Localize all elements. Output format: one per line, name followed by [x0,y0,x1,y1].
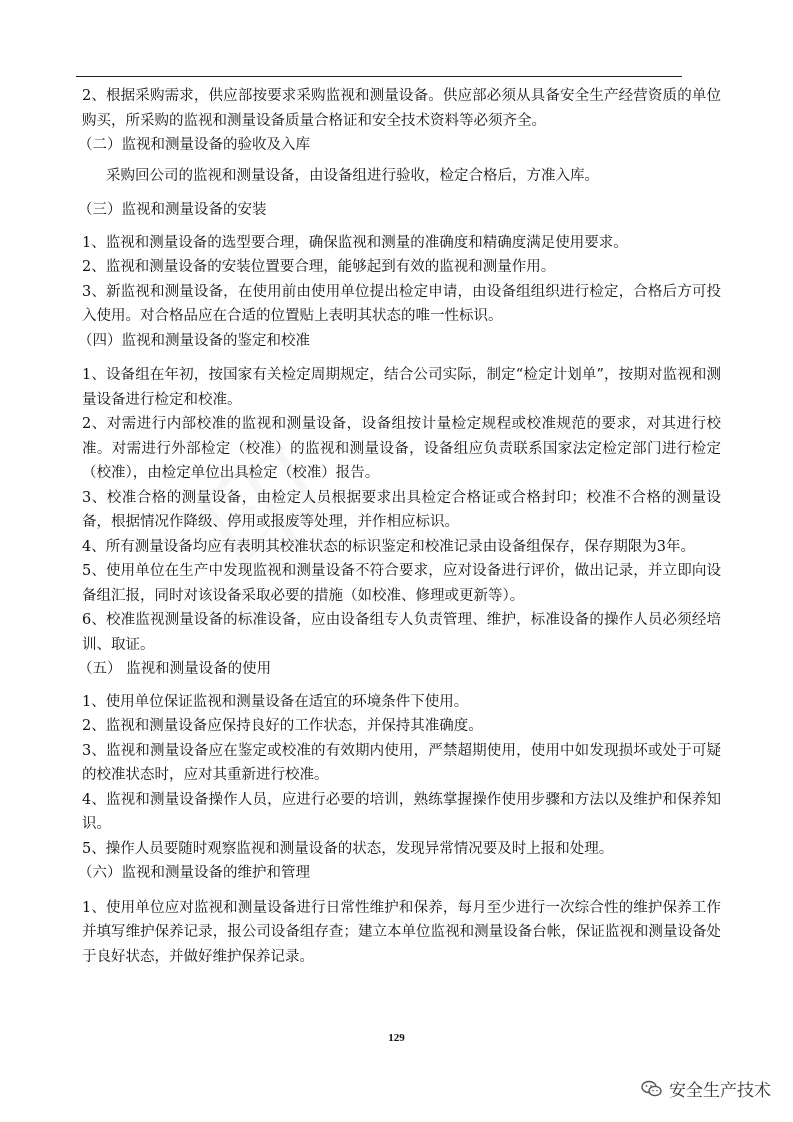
paragraph: 3、新监视和测量设备，在使用前由使用单位提出检定申请，由设备组组织进行检定，合格后方可投入使用。对合格品应在合适的位置贴上表明其状态的唯一性标识。 [82,283,721,324]
brand-watermark [641,1076,771,1101]
section-heading: （五） 监视和测量设备的使用 [78,661,272,677]
paragraph: 2、根据采购需求，供应部按要求采购监视和测量设备。供应部必须从具备安全生产经营资质的单位购买，所采购的监视和测量设备质量合格证和安全技术资料等必须齐全。 [82,88,721,129]
paragraph: 1、使用单位应对监视和测量设备进行日常性维护和保养，每月至少进行一次综合性的维护保养工作并填写维护保养记录，报公司设备组存查；建立本单位监视和测量设备台帐，保证监视和测量设备处于良好状态，并做好维护保养记录。 [82,899,721,965]
paragraph: 1、使用单位保证监视和测量设备在适宜的环境条件下使用。 [82,693,469,710]
paragraph: 2、监视和测量设备的安装位置要合理，能够起到有效的监视和测量作用。 [82,259,556,275]
paragraph: 3、监视和测量设备应在鉴定或校准的有效期内使用，严禁超期使用，使用中如发现损坏或处于可疑的校准状态时，应对其重新进行校准。 [82,742,721,783]
paragraph: 2、监视和测量设备应保持良好的工作状态，并保持其准确度。 [82,718,483,734]
wechat-icon [641,1080,663,1098]
paragraph: 4、所有测量设备均应有表明其校准状态的标识鉴定和校准记录由设备组保存，保存期限为3年。 [82,538,695,555]
section-heading: （二）监视和测量设备的验收及入库 [78,137,310,153]
document-body [76,84,721,969]
section-heading: （六）监视和测量设备的维护和管理 [78,865,310,881]
paragraph: 3、校准合格的测量设备，由检定人员根据要求出具检定合格证或合格封印；校准不合格的测量设备，根据情况作降级、停用或报废等处理，并作相应标识。 [82,489,721,530]
header-rule [76,76,682,77]
paragraph: 采购回公司的监视和测量设备，由设备组进行验收，检定合格后，方准入库。 [106,167,599,184]
paragraph: 2、对需进行内部校准的监视和测量设备，设备组按计量检定规程或校准规范的要求，对其进行校准。对需进行外部检定（校准）的监视和测量设备，设备组应负责联系国家法定检定部门进行检定（校准），由检定单位出具检定（校准）报告。 [82,416,721,481]
paragraph: 6、校准监视测量设备的标准设备，应由设备组专人负责管理、维护，标准设备的操作人员必须经培训、取证。 [82,612,721,653]
paragraph: 5、使用单位在生产中发现监视和测量设备不符合要求，应对设备进行评价，做出记录，并立即向设备组汇报，同时对该设备采取必要的措施（如校准、修理或更新等）。 [82,563,721,604]
section-heading: （三）监视和测量设备的安装 [78,202,267,218]
paragraph: 4、监视和测量设备操作人员，应进行必要的培训，熟练掌握操作使用步骤和方法以及维护和保养知识。 [82,791,721,832]
page-number: 129 [388,1032,405,1044]
paragraph: 1、监视和测量设备的选型要合理，确保监视和测量的准确度和精确度满足使用要求。 [82,234,628,251]
brand-text: 安全生产技术 [669,1081,771,1101]
paragraph: 1、设备组在年初，按国家有关检定周期规定，结合公司实际，制定“检定计划单”，按期对监视和测量设备进行检定和校准。 [82,367,721,408]
section-heading: （四）监视和测量设备的鉴定和校准 [78,332,310,349]
paragraph: 5、操作人员要随时观察监视和测量设备的状态，发现异常情况要及时上报和处理。 [82,840,614,857]
